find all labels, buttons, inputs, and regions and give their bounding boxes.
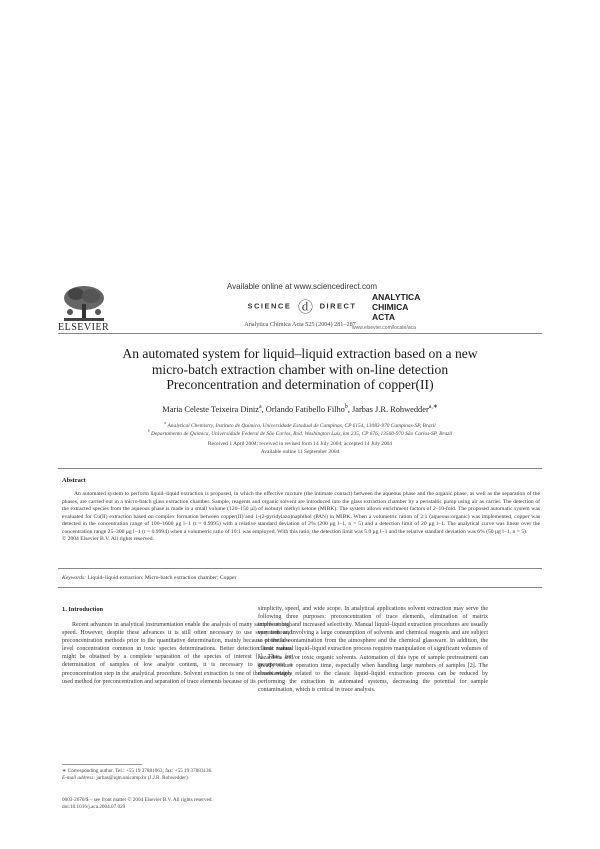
journal-brand-line: ACTA bbox=[372, 312, 395, 322]
keywords-list: Liquid–liquid extraction; Micro-batch extraction chamber; Copper bbox=[87, 575, 237, 581]
title-line: An automated system for liquid–liquid extraction based on a new bbox=[122, 346, 478, 361]
author-sup: b bbox=[344, 404, 348, 410]
intro-left-column: Recent advances in analytical instrumentation enable the analysis of many samples at high speed. However, despite these advances it is still often necessary to use separation and preconcentration methods prior to the quantitative determination, mainly because of the low-level concentration common in toxic species determinations. Better detection limit values might be obtained by a complete separation of the species of interest [1]. Thus, for determination of samples of low analyte content, it is necessary to incorporate a preconcentration step in the analytical procedure. Solvent extraction is one of the most widely used method for preconcentration and separation of trace elements because of its bbox=[62, 622, 292, 685]
abstract-text: An automated system to perform liquid–liquid extraction is proposed, in which the effective mixture (the intimate contact) between the aqueous phase and the organic phase, as well as the separation of the phases, are carried out in a micro-batch glass extraction chamber. Sample, reagents and organic solvent are introduced into the glass extraction chamber by a peristaltic pump using air as carrier. The detection of the extracted species from the aqueous phase is made in a small volume (120–150 μl) of isobutyl methyl ketone (MIBK). The system allows enrichment factors of 2–10-fold. The proposed automatic system was evaluated for Cu(II) extraction based on complex formation between copper(II) and 1-(2-pyridylazo)naphthol (PAN) in MIBK. When a volumetric ration of 2:1 (aqueous:organic) was implemented, copper was detected in the concentration range of 100–1600 μg l−1 (r = 0.9995) with a relative standard deviation of 2% (200 μg l−1, n = 5) and a detection limit of 20 μg l−1. The analytical curve was linear over the concentration range 25–300 μg l−1 (r = 0.9994) when a volumetric ratio of 10:1 was employed. With this ratio, the detection limit was 5.0 μg l−1 and the relative standard deviation was 6% (50 μg l−1, n = 5). bbox=[62, 491, 540, 535]
author-name: Maria Celeste Teixeira Diniz bbox=[162, 404, 259, 414]
author-sup: a,∗ bbox=[428, 404, 438, 410]
article-title bbox=[72, 346, 528, 393]
elsevier-tree-logo bbox=[58, 284, 110, 324]
received-dates: Received 1 April 2004; received in revised form 14 July 2004; accepted 14 July 2004 bbox=[207, 441, 393, 447]
affiliation-sup: b bbox=[147, 429, 150, 433]
affiliation-sup: a bbox=[164, 421, 167, 425]
email-address: jarbas@iqm.unicamp.br (J.J.R. Rohwedder). bbox=[96, 775, 190, 781]
journal-brand bbox=[372, 292, 438, 322]
footnote-divider bbox=[62, 764, 142, 765]
journal-brand-line: ANALYTICA bbox=[372, 292, 421, 302]
affiliation bbox=[72, 421, 528, 429]
sciencedirect-icon: ⓓ bbox=[297, 299, 313, 316]
available-online-text: Available online at www.sciencedirect.com bbox=[226, 282, 378, 291]
doi-line: doi:10.1016/j.aca.2004.07.029 bbox=[62, 804, 126, 810]
affiliation-text: Analytical Chemistry, Instituto de Química, Universidade Estadual de Campinas, CP 6154, 13083-970 Campinas-SP, Brazil bbox=[167, 422, 436, 429]
corresponding-footnote bbox=[62, 768, 292, 782]
abstract-copyright: © 2004 Elsevier B.V. All rights reserved. bbox=[62, 536, 154, 542]
keywords-label: Keywords: bbox=[62, 575, 87, 581]
title-line: Preconcentration and determination of copper(II) bbox=[166, 377, 434, 393]
journal-citation: Analytica Chimica Acta 525 (2004) 281–287 bbox=[244, 321, 356, 328]
abstract-body bbox=[62, 491, 540, 544]
abstract-top-divider bbox=[58, 468, 542, 469]
affiliation-text: Departamento de Química, Universidade Federal de São Carlos, Rod. Washington Luiz, km 235, CP 676, 13560-970 São Carlos-SP, Brazil bbox=[150, 430, 453, 437]
page-footer bbox=[62, 797, 362, 811]
author-name: Orlando Fatibello Filho bbox=[265, 404, 345, 414]
email-line bbox=[62, 775, 292, 782]
author-list: Maria Celeste Teixeira Diniz$^a$, Orlando Fatibello Filho$^b$, Jarbas J.R. Rohwedder$^{a,∗}$ bbox=[162, 404, 438, 414]
section-heading: 1. Introduction bbox=[62, 606, 104, 613]
title-line: micro-batch extraction chamber with on-line detection bbox=[151, 361, 449, 377]
affiliation bbox=[72, 429, 528, 437]
author-name: Jarbas J.R. Rohwedder bbox=[351, 404, 429, 414]
publisher-name: ELSEVIER bbox=[58, 322, 110, 333]
keywords bbox=[62, 575, 540, 581]
corresponding-author: ∗ Corresponding author. Tel.: +55 19 37881063; fax: +55 19 37883136. bbox=[62, 768, 213, 774]
journal-brand-line: CHIMICA bbox=[372, 302, 409, 312]
header-divider bbox=[58, 333, 542, 334]
keywords-divider bbox=[58, 587, 542, 588]
intro-right-column: simplicity, speed, and wide scope. In analytical applications solvent extraction may serve the following three purposes: preconcentration of trace elements, elimination of matrix interferences, and increased selectivity. Manual liquid–liquid extraction procedures are usually very tedious, involving a large consumption of solvents and chemical reagents and are subject to potential contamination from the atmosphere and the chemical glassware. In addition, the classic manual liquid–liquid extraction process requires manipulation of significant volumes of hazardous and/or toxic organic solvents. Automation of this type of sample pretreatment can greatly reduce operation time, especially when handling large numbers of samples [2]. The disadvantages related to the classic liquid–liquid extraction process can be reduced by performing the extraction in automated systems, decreasing the potential for sample contamination, which is critical in trace analysis. bbox=[258, 606, 488, 693]
email-label: E-mail address: bbox=[62, 775, 96, 781]
front-matter-line: 0003-2670/$ – see front matter © 2004 Elsevier B.V. All rights reserved. bbox=[62, 797, 213, 803]
abstract-bottom-divider bbox=[58, 568, 542, 569]
sciencedirect-right: DIRECT bbox=[319, 301, 357, 311]
author-sup: a bbox=[258, 404, 262, 410]
sciencedirect-left: SCIENCE bbox=[247, 301, 292, 311]
available-online-date: Available online 11 September 2004 bbox=[260, 449, 340, 455]
abstract-heading: Abstract bbox=[62, 477, 86, 484]
journal-url: www.elsevier.com/locate/aca bbox=[352, 325, 416, 331]
